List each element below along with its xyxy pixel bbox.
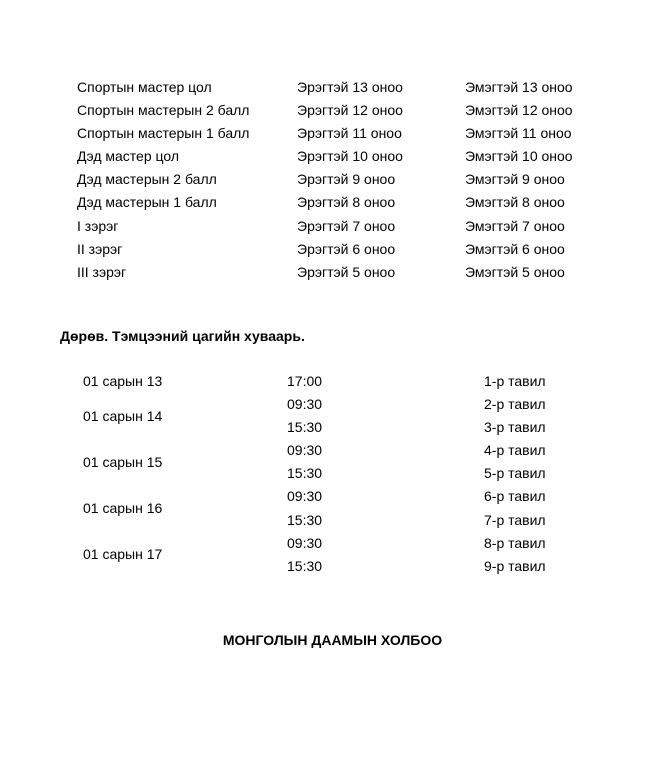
rank-men-points: Эрэгтэй 13 оноо: [297, 79, 403, 95]
schedule-session: [60, 557, 600, 580]
schedule-session: [60, 418, 600, 441]
session-time: 15:30: [287, 419, 323, 436]
rank-men-points: Эрэгтэй 7 оноо: [297, 217, 396, 234]
schedule-date: 01 сарын 17: [83, 546, 163, 563]
rank-women-points: Эмэгтэй 5 оноо: [465, 263, 565, 280]
rank-men-points: Эрэгтэй 9 оноо: [297, 171, 396, 188]
rank-men-points: Эрэгтэй 8 оноо: [297, 194, 396, 211]
session-time: 09:30: [287, 534, 323, 551]
rank-row: [77, 217, 617, 240]
rank-women-points: Эмэгтэй 6 оноо: [465, 240, 565, 257]
session-time: 15:30: [287, 557, 323, 574]
schedule-session: [60, 487, 600, 510]
rank-women-points: Эмэгтэй 13 оноо: [465, 79, 573, 95]
rank-women-points: Эмэгтэй 8 оноо: [465, 194, 565, 211]
schedule-day: [60, 395, 600, 441]
session-round: 9-р тавил: [484, 557, 546, 574]
rank-row: [77, 263, 617, 286]
schedule-session: [60, 534, 600, 557]
schedule-session: [60, 511, 600, 534]
schedule-day: [60, 372, 600, 395]
rank-title: II зэрэг: [77, 240, 123, 257]
rank-women-points: Эмэгтэй 12 оноо: [465, 102, 573, 119]
rank-men-points: Эрэгтэй 12 оноо: [297, 102, 403, 119]
schedule-date: 01 сарын 16: [83, 499, 163, 516]
schedule-session: [60, 441, 600, 464]
schedule-day: [60, 441, 600, 487]
session-time: 09:30: [287, 488, 323, 505]
rank-row: [77, 240, 617, 263]
schedule-day: [60, 487, 600, 533]
rank-title: Дэд мастер цол: [77, 148, 180, 165]
rank-men-points: Эрэгтэй 5 оноо: [297, 263, 396, 280]
schedule-date: 01 сарын 14: [83, 407, 163, 424]
session-round: 5-р тавил: [484, 465, 546, 482]
session-time: 15:30: [287, 465, 323, 482]
schedule-day: [60, 534, 600, 580]
session-time: 09:30: [287, 396, 323, 413]
schedule-session: [60, 395, 600, 418]
rank-title: Спортын мастерын 1 балл: [77, 125, 250, 142]
schedule-date: 01 сарын 15: [83, 453, 163, 470]
session-round: 6-р тавил: [484, 488, 546, 505]
schedule-session: [60, 464, 600, 487]
schedule-table: [60, 372, 600, 580]
rank-row: [77, 78, 617, 101]
rank-men-points: Эрэгтэй 6 оноо: [297, 240, 396, 257]
rank-title: Дэд мастерын 1 балл: [77, 194, 217, 211]
rank-row: [77, 124, 617, 147]
organization-name: МОНГОЛЫН ДААМЫН ХОЛБОО: [222, 632, 443, 648]
session-round: 8-р тавил: [484, 534, 546, 551]
session-round: 2-р тавил: [484, 396, 546, 413]
schedule-session: [60, 372, 600, 395]
rank-women-points: Эмэгтэй 10 оноо: [465, 148, 573, 165]
rank-row: [77, 193, 617, 216]
rank-women-points: Эмэгтэй 11 оноо: [465, 125, 572, 142]
session-round: 7-р тавил: [484, 511, 546, 528]
session-time: 15:30: [287, 511, 323, 528]
schedule-heading: Дөрөв. Тэмцээний цагийн хуваарь.: [60, 328, 305, 344]
rank-women-points: Эмэгтэй 7 оноо: [465, 217, 565, 234]
session-time: 09:30: [287, 442, 323, 459]
rank-row: [77, 101, 617, 124]
rank-title: III зэрэг: [77, 263, 127, 280]
session-round: 1-р тавил: [484, 373, 546, 389]
rank-men-points: Эрэгтэй 10 оноо: [297, 148, 403, 165]
rank-title: Дэд мастерын 2 балл: [77, 171, 217, 188]
session-round: 3-р тавил: [484, 419, 546, 436]
rank-men-points: Эрэгтэй 11 оноо: [297, 125, 402, 142]
rank-row: [77, 170, 617, 193]
rank-title: Спортын мастер цол: [77, 79, 212, 95]
session-round: 4-р тавил: [484, 442, 546, 459]
rank-women-points: Эмэгтэй 9 оноо: [465, 171, 565, 188]
schedule-date: 01 сарын 13: [83, 373, 163, 389]
rank-title: I зэрэг: [77, 217, 119, 234]
rank-row: [77, 147, 617, 170]
rank-title: Спортын мастерын 2 балл: [77, 102, 250, 119]
rank-points-table: [77, 78, 617, 286]
session-time: 17:00: [287, 373, 323, 389]
